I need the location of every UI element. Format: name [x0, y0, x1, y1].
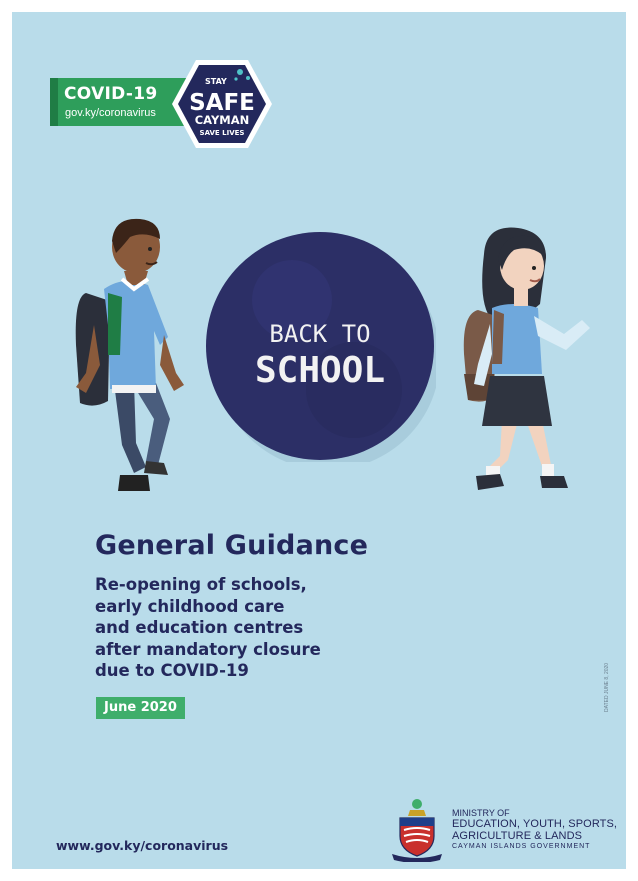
logo-safe: SAFE	[189, 90, 255, 116]
circle-line-2: SCHOOL	[254, 350, 386, 391]
ministry-line-3: AGRICULTURE & LANDS	[452, 830, 583, 842]
subtitle-line: early childhood care	[95, 596, 285, 616]
covid-url: gov.ky/coronavirus	[65, 107, 156, 119]
subtitle	[95, 574, 395, 682]
back-to-school-circle	[204, 230, 436, 462]
poster	[12, 12, 626, 869]
subtitle-line: after mandatory closure	[95, 639, 321, 659]
ministry-line-1: MINISTRY OF	[452, 808, 510, 818]
footer-url: www.gov.ky/coronavirus	[56, 838, 229, 853]
logo-stay: STAY	[205, 77, 227, 86]
date-badge: June 2020	[96, 697, 185, 719]
covid-title: COVID-19	[64, 84, 158, 104]
stay-safe-cayman-logo	[170, 58, 274, 150]
girl-student-illustration	[448, 224, 596, 504]
logo-cayman: CAYMAN	[194, 113, 250, 127]
logo-tagline: SAVE LIVES	[199, 129, 245, 137]
ministry-line-2: EDUCATION, YOUTH, SPORTS,	[452, 818, 618, 830]
circle-line-1: BACK TO	[269, 320, 371, 348]
side-note: DATED JUNE 8, 2020	[604, 662, 610, 712]
ministry-block	[452, 808, 617, 852]
subtitle-line: and education centres	[95, 618, 304, 637]
badge-stripe	[50, 78, 58, 126]
ministry-line-4: CAYMAN ISLANDS GOVERNMENT	[452, 843, 591, 850]
subtitle-line: Re-opening of schools,	[95, 575, 307, 594]
subtitle-line: due to COVID-19	[95, 661, 249, 680]
coat-of-arms-icon	[388, 796, 446, 862]
boy-student-illustration	[64, 205, 192, 495]
page-title: General Guidance	[95, 530, 369, 561]
